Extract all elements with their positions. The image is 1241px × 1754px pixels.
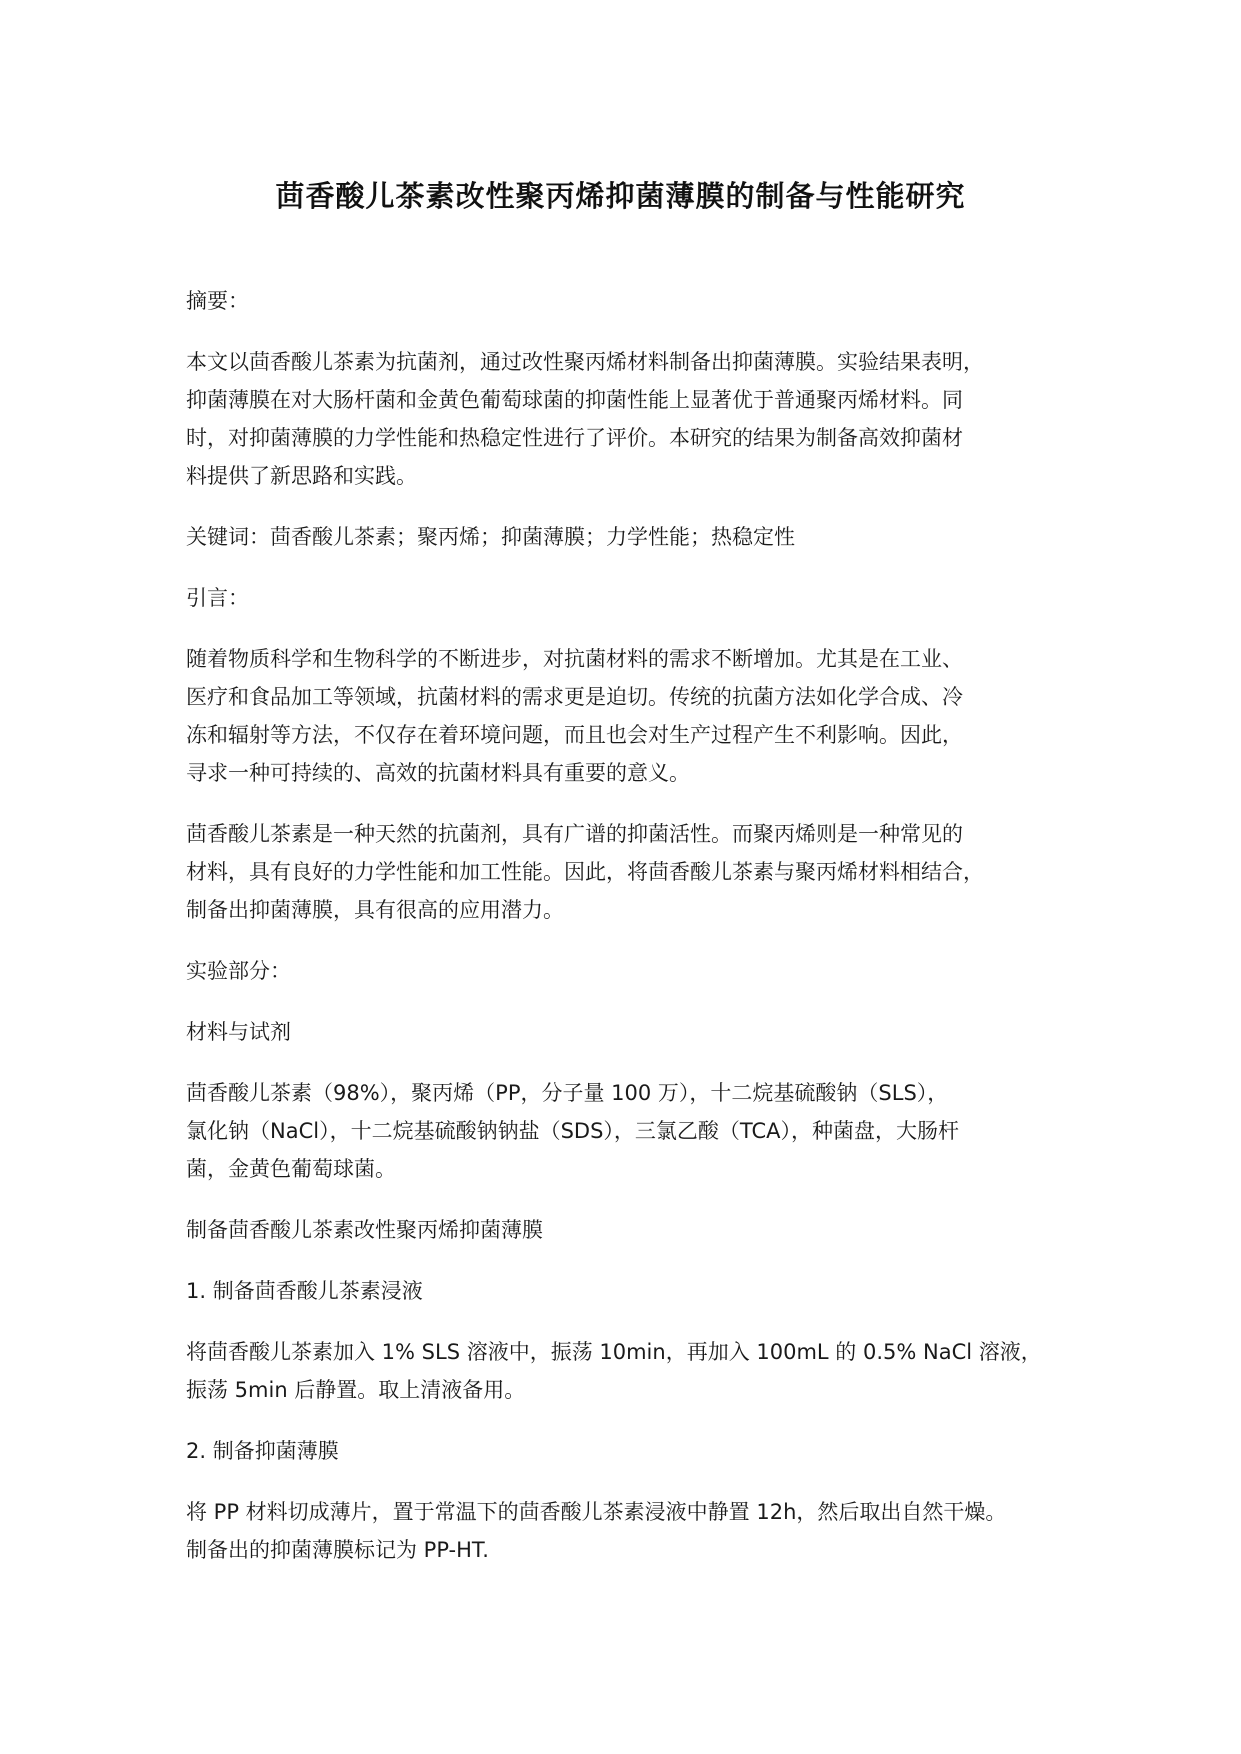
experimental-heading: 实验部分： <box>186 959 291 983</box>
introduction-heading: 引言： <box>186 586 249 610</box>
document-body <box>186 282 1076 1592</box>
introduction-paragraph-2: 茴香酸儿茶素是一种天然的抗菌剂，具有广谱的抑菌活性。而聚丙烯则是一种常见的 材料，具有良好的力学性能和加工性能。因此，将茴香酸儿茶素与聚丙烯材料相结合， 制备出抑菌薄膜，具有很高的应用潜力。 <box>186 822 984 922</box>
keywords-paragraph: 关键词：茴香酸儿茶素；聚丙烯；抑菌薄膜；力学性能；热稳定性 <box>186 525 795 549</box>
step-1-paragraph: 将茴香酸儿茶素加入 1% SLS 溶液中，振荡 10min，再加入 100mL 的 0.5% NaCl 溶液， 振荡 5min 后静置。取上清液备用。 <box>186 1340 1042 1402</box>
step-2-heading: 2. 制备抑菌薄膜 <box>186 1439 339 1463</box>
materials-paragraph: 茴香酸儿茶素（98%），聚丙烯（PP，分子量 100 万），十二烷基硫酸钠（SLS）， 氯化钠（NaCl），十二烷基硫酸钠钠盐（SDS），三氯乙酸（TCA），种菌盘，大肠杆 菌，金黄色葡萄球菌。 <box>186 1081 960 1181</box>
preparation-heading: 制备茴香酸儿茶素改性聚丙烯抑菌薄膜 <box>186 1218 543 1242</box>
step-1-heading: 1. 制备茴香酸儿茶素浸液 <box>186 1279 423 1303</box>
document-title: 茴香酸儿茶素改性聚丙烯抑菌薄膜的制备与性能研究 <box>275 179 966 213</box>
step-2-paragraph: 将 PP 材料切成薄片，置于常温下的茴香酸儿茶素浸液中静置 12h，然后取出自然干燥。 制备出的抑菌薄膜标记为 PP-HT. <box>186 1500 1007 1562</box>
materials-heading: 材料与试剂 <box>186 1020 291 1044</box>
abstract-paragraph: 本文以茴香酸儿茶素为抗菌剂，通过改性聚丙烯材料制备出抑菌薄膜。实验结果表明， 抑菌薄膜在对大肠杆菌和金黄色葡萄球菌的抑菌性能上显著优于普通聚丙烯材料。同 时，对抑菌薄膜的力学性能和热稳定性进行了评价。本研究的结果为制备高效抑菌材 料提供了新思路和实践。 <box>186 350 984 488</box>
abstract-heading: 摘要： <box>186 289 249 313</box>
introduction-paragraph-1: 随着物质科学和生物科学的不断进步，对抗菌材料的需求不断增加。尤其是在工业、 医疗和食品加工等领域，抗菌材料的需求更是迫切。传统的抗菌方法如化学合成、冷 冻和辐射等方法，不仅存在着环境问题，而且也会对生产过程产生不利影响。因此， 寻求一种可持续的、高效的抗菌材料具有重要的意义。 <box>186 647 963 785</box>
